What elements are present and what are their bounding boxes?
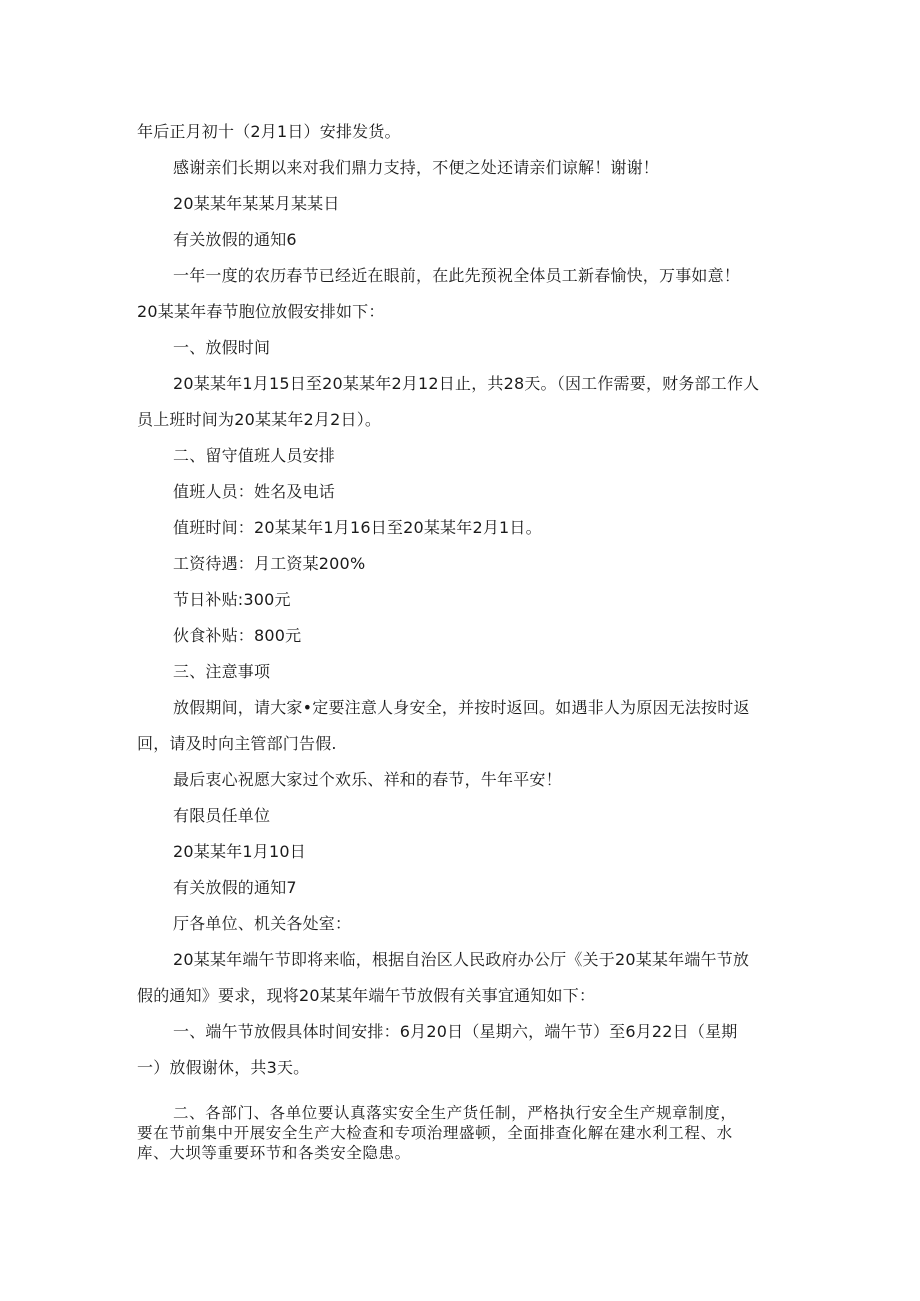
paragraph-holiday-period-line1: 20某某年1月15日至20某某年2月12日止，共28天。（因工作需要，财务部工作人 xyxy=(173,374,760,393)
paragraph-holiday-period-line2: 员上班时间为20某某年2月2日）。 xyxy=(137,410,382,429)
paragraph-schedule-intro: 20某某年春节胞位放假安排如下： xyxy=(137,302,385,321)
paragraph-item2-line1: 二、各部门、各单位要认真落实安全生产货任制，严格执行安全生产规章制度， xyxy=(173,1104,737,1122)
section-heading-1: 一、放假时间 xyxy=(173,338,271,357)
meal-allowance-line: 伙食补贴：800元 xyxy=(173,626,302,645)
date-line-2: 20某某年1月10日 xyxy=(173,842,306,861)
paragraph-safety-line2: 回，请及时向主管部门告假. xyxy=(137,734,337,753)
addressee-line: 厅各单位、机关各处室： xyxy=(173,914,352,933)
date-line-1: 20某某年某某月某某日 xyxy=(173,194,340,213)
notice-title-6: 有关放假的通知6 xyxy=(173,230,297,249)
signature-unit: 有限员任单位 xyxy=(173,806,271,825)
paragraph-thanks: 感谢亲们长期以来对我们鼎力支持，不便之处还请亲们谅解！谢谢！ xyxy=(173,158,660,177)
duty-time-line: 值班时间：20某某年1月16日至20某某年2月1日。 xyxy=(173,518,542,537)
holiday-allowance-line: 节日补贴:300元 xyxy=(173,590,291,609)
paragraph-item2-line3: 库、大坝等重要环节和各类安全隐患。 xyxy=(137,1144,411,1162)
paragraph-wishes: 最后衷心祝愿大家过个欢乐、祥和的春节，牛年平安！ xyxy=(173,770,562,789)
paragraph-safety-line1: 放假期间，请大家•定要注意人身安全，并按时返回。如遇非人为原因无法按时返 xyxy=(173,698,750,717)
paragraph-dragon-boat-line1: 20某某年端午节即将来临，根据自治区人民政府办公厅《关于20某某年端午节放 xyxy=(173,950,750,969)
paragraph-greeting: 一年一度的农历春节已经近在眼前，在此先预祝全体员工新春愉快，万事如意！ xyxy=(173,266,741,285)
section-heading-3: 三、注意事项 xyxy=(173,662,271,681)
paragraph-shipping: 年后正月初十（2月1日）安排发货。 xyxy=(137,122,401,141)
paragraph-item1-line2: 一）放假谢休，共3天。 xyxy=(137,1058,310,1077)
paragraph-item2-line2: 要在节前集中开展安全生产大检查和专项治理盛顿，全面排查化解在建水利工程、水 xyxy=(137,1124,733,1142)
section-heading-2: 二、留守值班人员安排 xyxy=(173,446,336,465)
duty-staff-line: 值班人员：姓名及电话 xyxy=(173,482,336,501)
salary-line: 工资待遇：月工资某200% xyxy=(173,554,366,573)
notice-title-7: 有关放假的通知7 xyxy=(173,878,297,897)
paragraph-dragon-boat-line2: 假的通知》要求，现将20某某年端午节放假有关事宜通知如下： xyxy=(137,986,596,1005)
paragraph-item1-line1: 一、端午节放假具体时间安排：6月20日（星期六，端午节）至6月22日（星期 xyxy=(173,1022,738,1041)
